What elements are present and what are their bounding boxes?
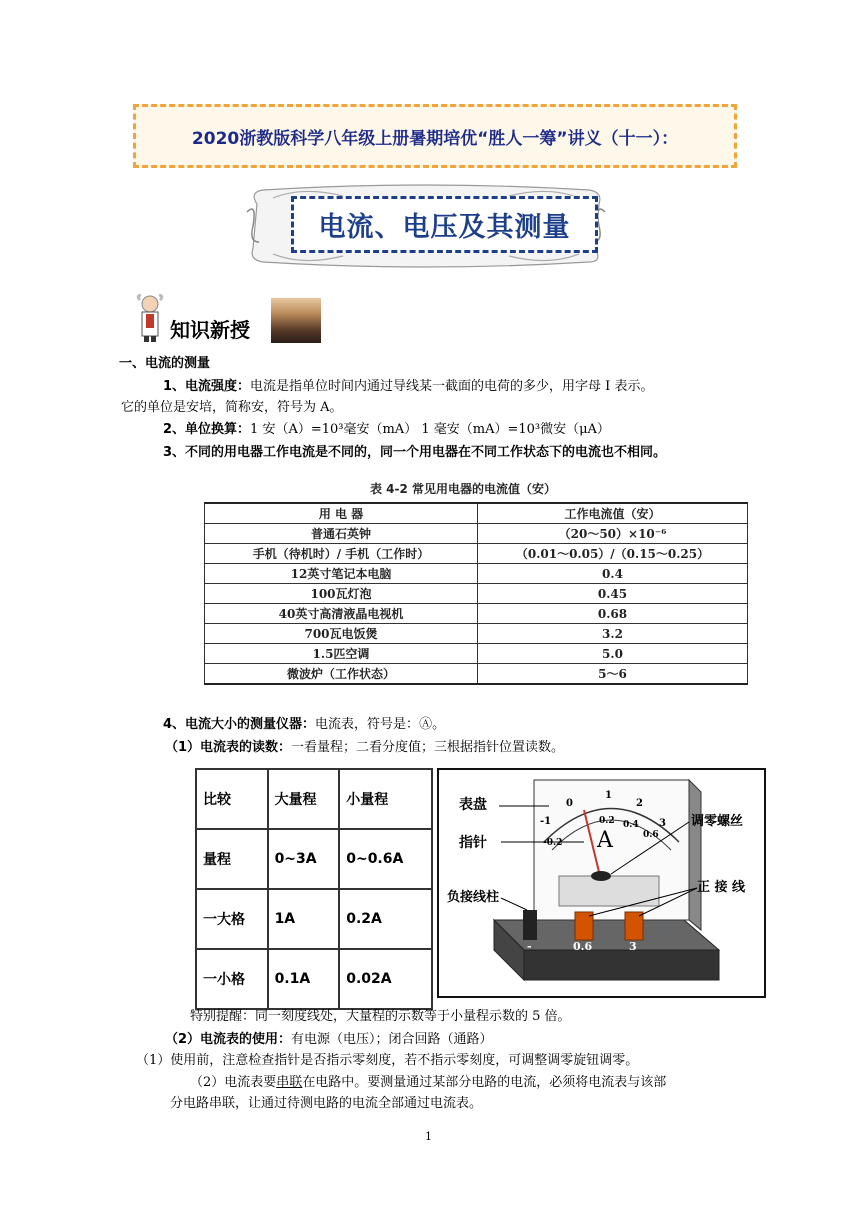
table-row [205,544,748,564]
current-table [204,502,748,685]
paragraph-2 [163,421,610,439]
table-cell: 5.0 [478,644,748,664]
table-header-row [205,503,748,524]
table-row [205,584,748,604]
table-cell: 手机（待机时）/ 手机（工作时） [205,544,478,564]
scale-neg-bottom: -0.2 [543,838,563,848]
title-banner [133,104,737,168]
table-header: 小量程 [339,769,432,829]
table-cell: 一大格 [196,889,268,949]
p4-label: 4、电流大小的测量仪器： [163,717,316,732]
table-row [205,644,748,664]
table-cell: 0.2A [339,889,432,949]
table-cell: 3.2 [478,624,748,644]
table-row [205,604,748,624]
terminal-3-label: 3 [629,940,637,953]
table-cell: 0.4 [478,564,748,584]
note-2-a: （2）电流表要 [190,1075,277,1090]
needle-label: 指针 [459,835,487,851]
table-cell: 普通石英钟 [205,524,478,544]
table-cell: 12英寸笔记本电脑 [205,564,478,584]
note-2-underline: 串联 [276,1075,303,1090]
silhouette-image [271,298,321,343]
reminder-text: 特别提醒：同一刻度线处，大量程的示数等于小量程示数的 5 倍。 [190,1009,571,1024]
reading-label: （1）电流表的读数： [165,740,292,755]
scale-top: 1 [605,790,612,801]
section-heading: 一、电流的测量 [119,356,211,371]
terminal-0.6-label: 0.6 [573,940,593,953]
table-row [196,949,432,1009]
scale-bottom: 0.2 [599,816,615,826]
terminal-neg-label: - [527,940,532,953]
table-caption: 表 4-2 常见用电器的电流值（安） [370,482,557,496]
scale-top: 2 [636,798,643,809]
table-cell: 1A [268,889,340,949]
table-cell: 0.1A [268,949,340,1009]
table-cell: 5～6 [478,664,748,685]
paragraph-4 [163,716,445,734]
meter-letter: A [597,828,613,853]
page-title: 2020浙教版科学八年级上册暑期培优“胜人一筹”讲义（十一）： [191,128,679,149]
table-cell: 1.5匹空调 [205,644,478,664]
p2-label: 2、单位换算： [163,422,251,437]
table-cell: 0~3A [268,829,340,889]
page-number: 1 [425,1130,432,1143]
table-header: 用 电 器 [205,503,478,524]
ammeter-diagram [437,768,766,998]
table-cell: 0.45 [478,584,748,604]
dial-label: 表盘 [459,797,487,813]
table-cell: 一小格 [196,949,268,1009]
positive-terminal-label: 正 接 线 [697,880,746,895]
table-header: 大量程 [268,769,340,829]
table-row [205,664,748,685]
p1-text: 电流是指单位时间内通过导线某一截面的电荷的多少，用字母 I 表示。 [250,379,654,394]
p2-text: 1 安（A）=10³毫安（mA） 1 毫安（mA）=10³微安（μA） [250,422,610,437]
table-row [205,564,748,584]
table-header-row [196,769,432,829]
table-cell: 0.02A [339,949,432,1009]
usage-line [165,1031,493,1049]
note-2-c: 分电路串联，让通过待测电路的电流全部通过电流表。 [170,1096,483,1111]
table-cell: 100瓦灯泡 [205,584,478,604]
table-row [196,829,432,889]
table-cell: 0~0.6A [339,829,432,889]
table-row [205,524,748,544]
table-row [196,889,432,949]
note-2-b: 在电路中。要测量通过某部分电路的电流，必须将电流表与该部 [302,1075,667,1090]
page-subtitle: 电流、电压及其测量 [318,212,571,243]
table-header: 比较 [196,769,268,829]
table-cell: （20～50）×10⁻⁶ [478,524,748,544]
p4-end: 。 [432,717,446,732]
usage-label: （2）电流表的使用： [165,1032,292,1047]
knowledge-label: 知识新授 [170,318,250,342]
table-cell: 0.68 [478,604,748,624]
zero-screw-label: 调零螺丝 [691,814,744,829]
table-cell: 40英寸高清液晶电视机 [205,604,478,624]
scale-bottom: 0.6 [643,830,659,840]
scale-top: 0 [566,798,573,809]
range-table [195,768,433,1010]
reading-text: 一看量程；二看分度值；三根据指针位置读数。 [291,740,565,755]
p4-text: 电流表，符号是： [315,717,420,732]
scale-bottom: 0.4 [623,820,639,830]
p1-text2: 它的单位是安培，简称安，符号为 A。 [121,400,343,415]
scale-neg-top: -1 [540,816,552,827]
table-cell: 700瓦电饭煲 [205,624,478,644]
table-cell: 微波炉（工作状态） [205,664,478,685]
table-cell: 量程 [196,829,268,889]
table-row [205,624,748,644]
paragraph-1 [163,378,653,396]
scale-top: 3 [659,818,666,829]
p1-label: 1、电流强度： [163,379,251,394]
table-header: 工作电流值（安） [478,503,748,524]
reading-line [165,739,564,757]
ammeter-symbol-icon: Ⓐ [419,717,433,732]
professor-icon [133,294,167,342]
note-2 [190,1074,666,1092]
table-cell: （0.01～0.05）/（0.15～0.25） [478,544,748,564]
paragraph-3: 3、不同的用电器工作电流是不同的，同一个用电器在不同工作状态下的电流也不相同。 [163,445,667,460]
negative-terminal-label: 负接线柱 [447,890,500,905]
note-1: （1）使用前，注意检查指针是否指示零刻度，若不指示零刻度，可调整调零旋钮调零。 [136,1053,639,1068]
usage-text: 有电源（电压）；闭合回路（通路） [291,1032,493,1047]
subtitle-box [291,196,598,253]
